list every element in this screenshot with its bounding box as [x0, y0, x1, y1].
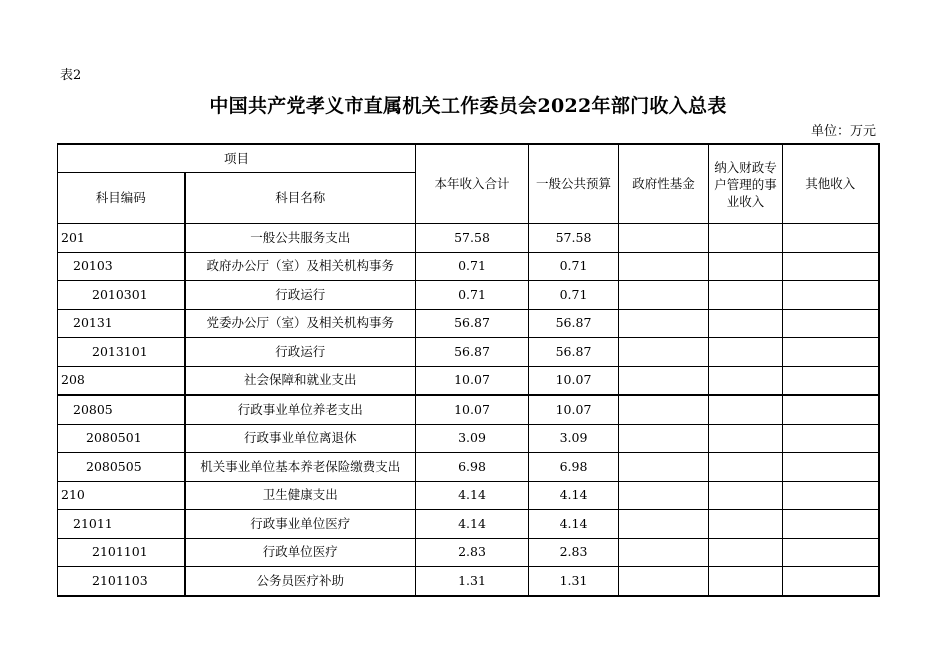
row-special-fund	[709, 481, 783, 510]
row-special-fund	[709, 424, 783, 453]
row-code: 201	[58, 224, 185, 253]
header-name: 科目名称	[185, 173, 416, 224]
table-row	[58, 395, 879, 424]
row-special-fund	[709, 567, 783, 596]
row-code: 2010301	[58, 281, 185, 310]
row-gov-fund	[619, 424, 709, 453]
table-row	[58, 510, 879, 539]
row-general-budget: 0.71	[529, 281, 619, 310]
row-code: 2013101	[58, 338, 185, 367]
table-row	[58, 538, 879, 567]
row-other	[783, 309, 879, 338]
table-row	[58, 338, 879, 367]
row-special-fund	[709, 338, 783, 367]
row-general-budget: 10.07	[529, 366, 619, 395]
row-general-budget: 56.87	[529, 309, 619, 338]
row-code: 210	[58, 481, 185, 510]
row-general-budget: 57.58	[529, 224, 619, 253]
row-name: 行政事业单位养老支出	[185, 395, 416, 424]
row-total: 6.98	[416, 453, 529, 482]
row-other	[783, 395, 879, 424]
row-name: 卫生健康支出	[185, 481, 416, 510]
row-total: 56.87	[416, 309, 529, 338]
row-other	[783, 281, 879, 310]
row-name: 社会保障和就业支出	[185, 366, 416, 395]
table-row	[58, 309, 879, 338]
row-general-budget: 56.87	[529, 338, 619, 367]
header-code: 科目编码	[58, 173, 185, 224]
row-special-fund	[709, 538, 783, 567]
row-gov-fund	[619, 281, 709, 310]
row-gov-fund	[619, 481, 709, 510]
unit-label: 单位：万元	[810, 124, 876, 139]
header-other: 其他收入	[783, 144, 879, 224]
row-general-budget: 3.09	[529, 424, 619, 453]
table-row	[58, 453, 879, 482]
row-special-fund	[709, 366, 783, 395]
row-total: 10.07	[416, 395, 529, 424]
row-total: 57.58	[416, 224, 529, 253]
header-general-budget: 一般公共预算	[529, 144, 619, 224]
row-special-fund	[709, 395, 783, 424]
table-row	[58, 281, 879, 310]
row-code: 20805	[58, 395, 185, 424]
row-name: 行政事业单位医疗	[185, 510, 416, 539]
row-gov-fund	[619, 366, 709, 395]
row-general-budget: 2.83	[529, 538, 619, 567]
row-total: 2.83	[416, 538, 529, 567]
row-special-fund	[709, 281, 783, 310]
row-other	[783, 538, 879, 567]
page-title: 中国共产党孝义市直属机关工作委员会2022年部门收入总表	[209, 95, 727, 117]
row-gov-fund	[619, 510, 709, 539]
header-total: 本年收入合计	[416, 144, 529, 224]
row-total: 0.71	[416, 281, 529, 310]
header-special-fund: 纳入财政专户管理的事业收入	[709, 144, 783, 224]
row-other	[783, 567, 879, 596]
table-body	[58, 224, 879, 596]
row-total: 1.31	[416, 567, 529, 596]
row-total: 3.09	[416, 424, 529, 453]
row-gov-fund	[619, 309, 709, 338]
row-code: 2080501	[58, 424, 185, 453]
header-gov-fund: 政府性基金	[619, 144, 709, 224]
table-row	[58, 481, 879, 510]
row-code: 21011	[58, 510, 185, 539]
row-special-fund	[709, 309, 783, 338]
row-code: 2101101	[58, 538, 185, 567]
row-general-budget: 4.14	[529, 481, 619, 510]
row-other	[783, 252, 879, 281]
table-row	[58, 366, 879, 395]
row-name: 行政事业单位离退休	[185, 424, 416, 453]
row-special-fund	[709, 453, 783, 482]
row-total: 10.07	[416, 366, 529, 395]
row-other	[783, 453, 879, 482]
row-gov-fund	[619, 538, 709, 567]
row-gov-fund	[619, 567, 709, 596]
row-special-fund	[709, 510, 783, 539]
header-project: 项目	[58, 144, 416, 173]
row-general-budget: 0.71	[529, 252, 619, 281]
row-total: 4.14	[416, 481, 529, 510]
row-name: 政府办公厅（室）及相关机构事务	[185, 252, 416, 281]
row-name: 行政运行	[185, 281, 416, 310]
row-special-fund	[709, 252, 783, 281]
table-row	[58, 224, 879, 253]
row-total: 4.14	[416, 510, 529, 539]
revenue-table	[57, 143, 880, 597]
row-name: 行政运行	[185, 338, 416, 367]
row-name: 一般公共服务支出	[185, 224, 416, 253]
row-code: 2101103	[58, 567, 185, 596]
row-gov-fund	[619, 224, 709, 253]
row-name: 行政单位医疗	[185, 538, 416, 567]
row-other	[783, 481, 879, 510]
row-gov-fund	[619, 395, 709, 424]
row-other	[783, 366, 879, 395]
row-total: 0.71	[416, 252, 529, 281]
row-code: 20131	[58, 309, 185, 338]
row-other	[783, 424, 879, 453]
row-gov-fund	[619, 252, 709, 281]
row-other	[783, 224, 879, 253]
row-general-budget: 10.07	[529, 395, 619, 424]
row-other	[783, 338, 879, 367]
row-general-budget: 1.31	[529, 567, 619, 596]
row-general-budget: 4.14	[529, 510, 619, 539]
row-name: 机关事业单位基本养老保险缴费支出	[185, 453, 416, 482]
table-number: 表2	[60, 68, 82, 83]
row-other	[783, 510, 879, 539]
row-code: 2080505	[58, 453, 185, 482]
row-general-budget: 6.98	[529, 453, 619, 482]
row-gov-fund	[619, 338, 709, 367]
table-row	[58, 567, 879, 596]
row-name: 党委办公厅（室）及相关机构事务	[185, 309, 416, 338]
row-special-fund	[709, 224, 783, 253]
table-row	[58, 252, 879, 281]
row-gov-fund	[619, 453, 709, 482]
row-total: 56.87	[416, 338, 529, 367]
row-name: 公务员医疗补助	[185, 567, 416, 596]
table-row	[58, 424, 879, 453]
row-code: 20103	[58, 252, 185, 281]
row-code: 208	[58, 366, 185, 395]
